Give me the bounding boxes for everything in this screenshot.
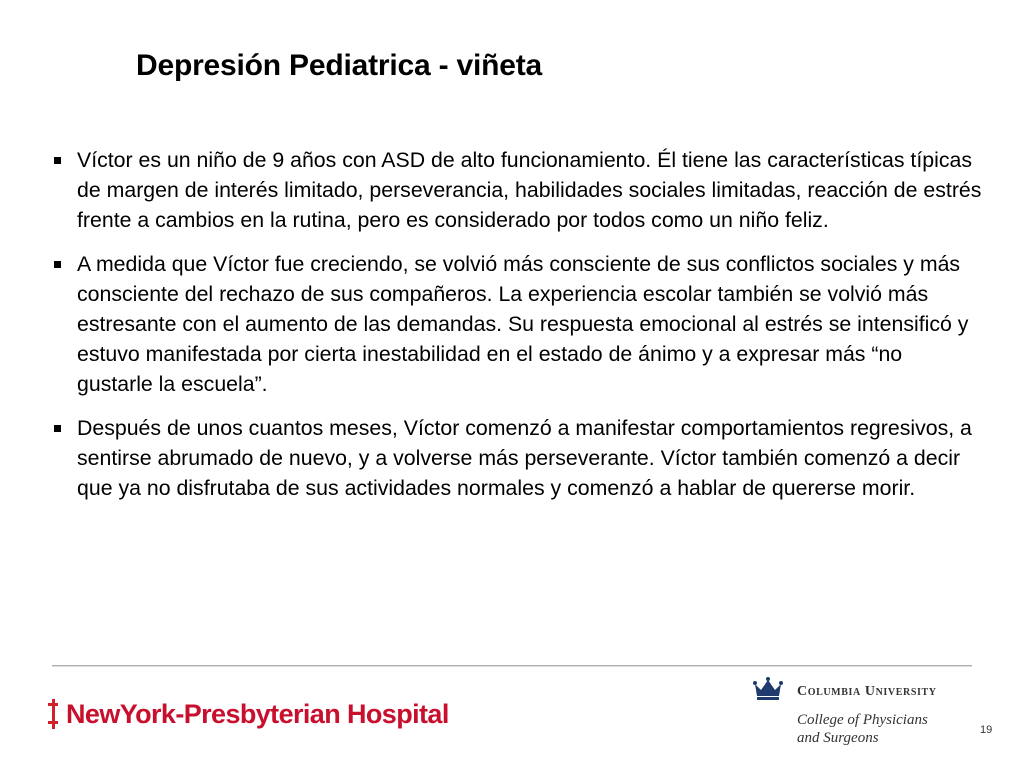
square-bullet-icon	[54, 157, 61, 164]
bullet-text: Después de unos cuantos meses, Víctor comenzó a manifestar comportamientos regresivos, a sentirse abrumado de nuevo, y a volverse más perseverante. Víctor también comenzó a decir que ya no disfrutaba de sus actividades normales y comenzó a hablar de quererse morir.	[77, 416, 972, 500]
nyp-bracket-icon	[48, 699, 58, 729]
bullet-item	[52, 145, 982, 235]
bullet-text: Víctor es un niño de 9 años con ASD de alto funcionamiento. Él tiene las características típicas de margen de interés limitado, perseverancia, habilidades sociales limitadas, reacción de estrés frente a cambios en la rutina, pero es considerado por todos como un niño feliz.	[77, 148, 982, 232]
columbia-college-line2: and Surgeons	[797, 730, 879, 746]
bullet-item	[52, 249, 982, 399]
bullet-text: A medida que Víctor fue creciendo, se volvió más consciente de sus conflictos sociales y más consciente del rechazo de sus compañeros. La experiencia escolar también se volvió más estresante con el aumento de las demandas. Su respuesta emocional al estrés se intensificó y estuvo manifestada por cierta inestabilidad en el estado de ánimo y a expresar más “no gustarle la escuela”.	[77, 252, 969, 396]
bullet-item	[52, 413, 982, 503]
page-number: 19	[980, 724, 993, 736]
nyp-logo-text: NewYork-Presbyterian Hospital	[66, 698, 449, 729]
nyp-logo	[48, 694, 449, 734]
crown-icon	[752, 676, 784, 702]
slide-title: Depresión Pediatrica - viñeta	[136, 49, 543, 82]
columbia-name: Columbia University	[797, 684, 937, 699]
footer-divider	[52, 665, 972, 667]
columbia-college-line1: College of Physicians	[797, 712, 928, 728]
square-bullet-icon	[54, 425, 61, 432]
columbia-logo	[752, 676, 972, 756]
bullet-list	[52, 145, 982, 517]
square-bullet-icon	[54, 261, 61, 268]
